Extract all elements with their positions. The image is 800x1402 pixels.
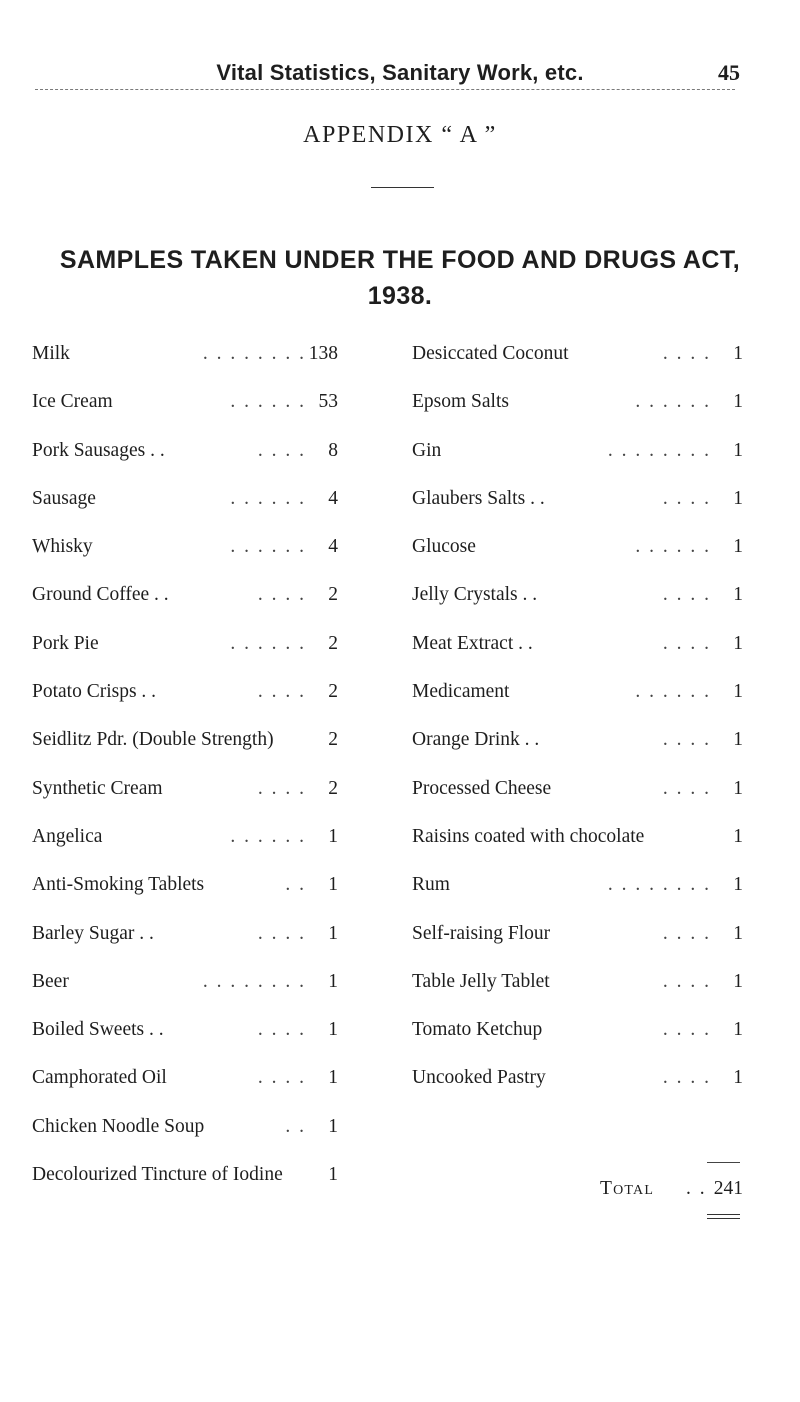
list-item [32, 584, 338, 632]
list-item [32, 440, 338, 488]
sample-name: Whisky [32, 536, 93, 558]
sample-count: 1 [328, 1019, 338, 1041]
dot-leaders: . . . . [257, 681, 306, 703]
sample-count: 4 [328, 487, 338, 509]
running-head [60, 52, 740, 92]
sample-count: 138 [308, 343, 338, 364]
total-label: Total [600, 1178, 655, 1199]
dot-leaders: . . [285, 1115, 306, 1137]
dot-leaders: . . . . . . [230, 487, 306, 509]
list-item [412, 1019, 743, 1067]
sample-name: Synthetic Cream [32, 777, 163, 799]
sample-name: Medicament [412, 681, 510, 703]
sample-count: 1 [733, 632, 743, 654]
sample-name: Ground Coffee . . [32, 584, 169, 606]
list-item [32, 681, 338, 729]
sample-count: 2 [328, 584, 338, 606]
dot-leaders: . . . . [662, 632, 711, 654]
sample-count: 1 [733, 391, 743, 413]
header-divider [35, 89, 735, 90]
page-title [0, 242, 800, 314]
list-item [32, 826, 338, 874]
dot-leaders: . . . . . . [230, 632, 306, 654]
sample-name: Milk [32, 343, 70, 364]
dot-leaders: . . . . . . [230, 825, 306, 847]
dot-leaders: . . . . . . [635, 681, 711, 703]
sample-count: 1 [328, 1164, 338, 1186]
total-rule-top [707, 1162, 740, 1163]
dot-leaders: . . . . [662, 1067, 711, 1089]
sample-name: Angelica [32, 825, 103, 847]
sample-name: Processed Cheese [412, 777, 552, 799]
list-item [32, 729, 338, 777]
dot-leaders: . . . . . . . . [202, 343, 306, 364]
list-item [32, 343, 338, 391]
dot-leaders: . . . . [662, 922, 711, 944]
list-item [412, 826, 743, 874]
dot-leaders: . . [285, 874, 306, 896]
dot-leaders: . . . . . . . . [202, 970, 306, 992]
sample-count: 8 [328, 439, 338, 461]
sample-name: Pork Pie [32, 632, 99, 654]
sample-count: 53 [318, 391, 338, 413]
dot-leaders: . . . . [662, 343, 711, 364]
list-item [412, 536, 743, 584]
list-item [32, 1019, 338, 1067]
dot-leaders: . . . . . . . . [607, 874, 711, 896]
sample-name: Camphorated Oil [32, 1067, 167, 1089]
list-item [32, 971, 338, 1019]
dot-leaders: . . . . [662, 1019, 711, 1041]
list-item [32, 633, 338, 681]
title-divider [371, 187, 434, 188]
sample-count: 1 [733, 584, 743, 606]
sample-name: Desiccated Coconut [412, 343, 569, 364]
dot-leaders: . . . . [257, 1067, 306, 1089]
sample-name: Gin [412, 439, 442, 461]
sample-count: 1 [733, 536, 743, 558]
sample-name: Beer [32, 970, 69, 992]
sample-name: Barley Sugar . . [32, 922, 154, 944]
dot-leaders: . . . . . . . . [607, 439, 711, 461]
dot-leaders: . . . . . . [635, 536, 711, 558]
sample-count: 2 [328, 777, 338, 799]
list-item [32, 874, 338, 922]
total-value: 241 [713, 1178, 743, 1199]
dot-leaders: . . . . [662, 777, 711, 799]
list-item [32, 778, 338, 826]
sample-name: Decolourized Tincture of Iodine [32, 1164, 283, 1186]
sample-count: 1 [733, 343, 743, 364]
sample-name: Orange Drink . . [412, 729, 540, 751]
sample-name: Epsom Salts [412, 391, 509, 413]
dot-leaders: . . . . [662, 584, 711, 606]
sample-count: 1 [733, 1067, 743, 1089]
sample-name: Glucose [412, 536, 476, 558]
sample-name: Tomato Ketchup [412, 1019, 543, 1041]
list-item [412, 971, 743, 1019]
sample-name: Boiled Sweets . . [32, 1019, 164, 1041]
sample-name: Jelly Crystals . . [412, 584, 538, 606]
sample-count: 2 [328, 632, 338, 654]
list-item [32, 391, 338, 439]
sample-count: 1 [733, 487, 743, 509]
sample-count: 1 [733, 777, 743, 799]
list-item [32, 1116, 338, 1164]
dot-leaders: . . . . [257, 922, 306, 944]
sample-count: 1 [733, 874, 743, 896]
sample-name: Raisins coated with chocolate [412, 825, 645, 847]
running-head-title: Vital Statistics, Sanitary Work, etc. [216, 60, 584, 85]
sample-name: Meat Extract . . [412, 632, 533, 654]
dot-leaders: . . . . [257, 439, 306, 461]
heading-line-1: SAMPLES TAKEN UNDER THE FOOD AND DRUGS ACT, [59, 246, 741, 274]
sample-count: 1 [733, 681, 743, 703]
sample-count: 1 [733, 825, 743, 847]
list-item [412, 923, 743, 971]
sample-name: Uncooked Pastry [412, 1067, 546, 1089]
dot-leaders: . . . . [257, 777, 306, 799]
list-item [412, 343, 743, 391]
sample-count: 1 [733, 729, 743, 751]
sample-name: Sausage [32, 487, 96, 509]
sample-name: Self-raising Flour [412, 922, 551, 944]
sample-name: Rum [412, 874, 450, 896]
sample-name: Pork Sausages . . [32, 439, 165, 461]
list-item [412, 584, 743, 632]
list-item [32, 488, 338, 536]
sample-count: 1 [733, 970, 743, 992]
list-item [32, 1164, 338, 1212]
samples-list-right [412, 343, 743, 1116]
sample-count: 1 [733, 1019, 743, 1041]
sample-count: 1 [328, 970, 338, 992]
heading-line-2: 1938. [367, 282, 433, 310]
dot-leaders: . . . . [257, 1019, 306, 1041]
sample-count: 1 [328, 1067, 338, 1089]
dot-leaders: . . . . . . [230, 391, 306, 413]
sample-name: Chicken Noodle Soup [32, 1115, 205, 1137]
list-item [32, 536, 338, 584]
list-item [412, 729, 743, 777]
list-item [412, 681, 743, 729]
list-item [412, 440, 743, 488]
sample-name: Table Jelly Tablet [412, 970, 550, 992]
sample-count: 1 [328, 922, 338, 944]
sample-count: 1 [328, 1115, 338, 1137]
dot-leaders: . . . . . . [635, 391, 711, 413]
dot-leaders: . . . . . . [230, 536, 306, 558]
list-item [412, 488, 743, 536]
sample-name: Potato Crisps . . [32, 681, 157, 703]
sample-count: 1 [328, 874, 338, 896]
dot-leaders: . . . . [662, 487, 711, 509]
list-item [32, 1067, 338, 1115]
dot-leaders: . . . . [662, 970, 711, 992]
sample-count: 1 [328, 825, 338, 847]
total-double-rule [707, 1214, 740, 1219]
sample-name: Anti-Smoking Tablets [32, 874, 205, 896]
list-item [412, 633, 743, 681]
sample-count: 2 [328, 729, 338, 751]
list-item [412, 778, 743, 826]
samples-list-left [32, 343, 338, 1212]
page-number: 45 [718, 60, 740, 85]
sample-name: Seidlitz Pdr. (Double Strength) [32, 729, 274, 751]
sample-name: Ice Cream [32, 391, 113, 413]
sample-count: 2 [328, 681, 338, 703]
sample-count: 1 [733, 439, 743, 461]
list-item [412, 874, 743, 922]
dot-leaders: . . . . [662, 729, 711, 751]
dot-leaders: . . . . [257, 584, 306, 606]
total-leaders: . . [686, 1178, 707, 1199]
list-item [32, 923, 338, 971]
total-row [600, 1178, 743, 1204]
sample-count: 4 [328, 536, 338, 558]
list-item [412, 1067, 743, 1115]
appendix-title: APPENDIX “ A ” [303, 122, 497, 148]
list-item [412, 391, 743, 439]
sample-name: Glaubers Salts . . [412, 487, 545, 509]
sample-count: 1 [733, 922, 743, 944]
